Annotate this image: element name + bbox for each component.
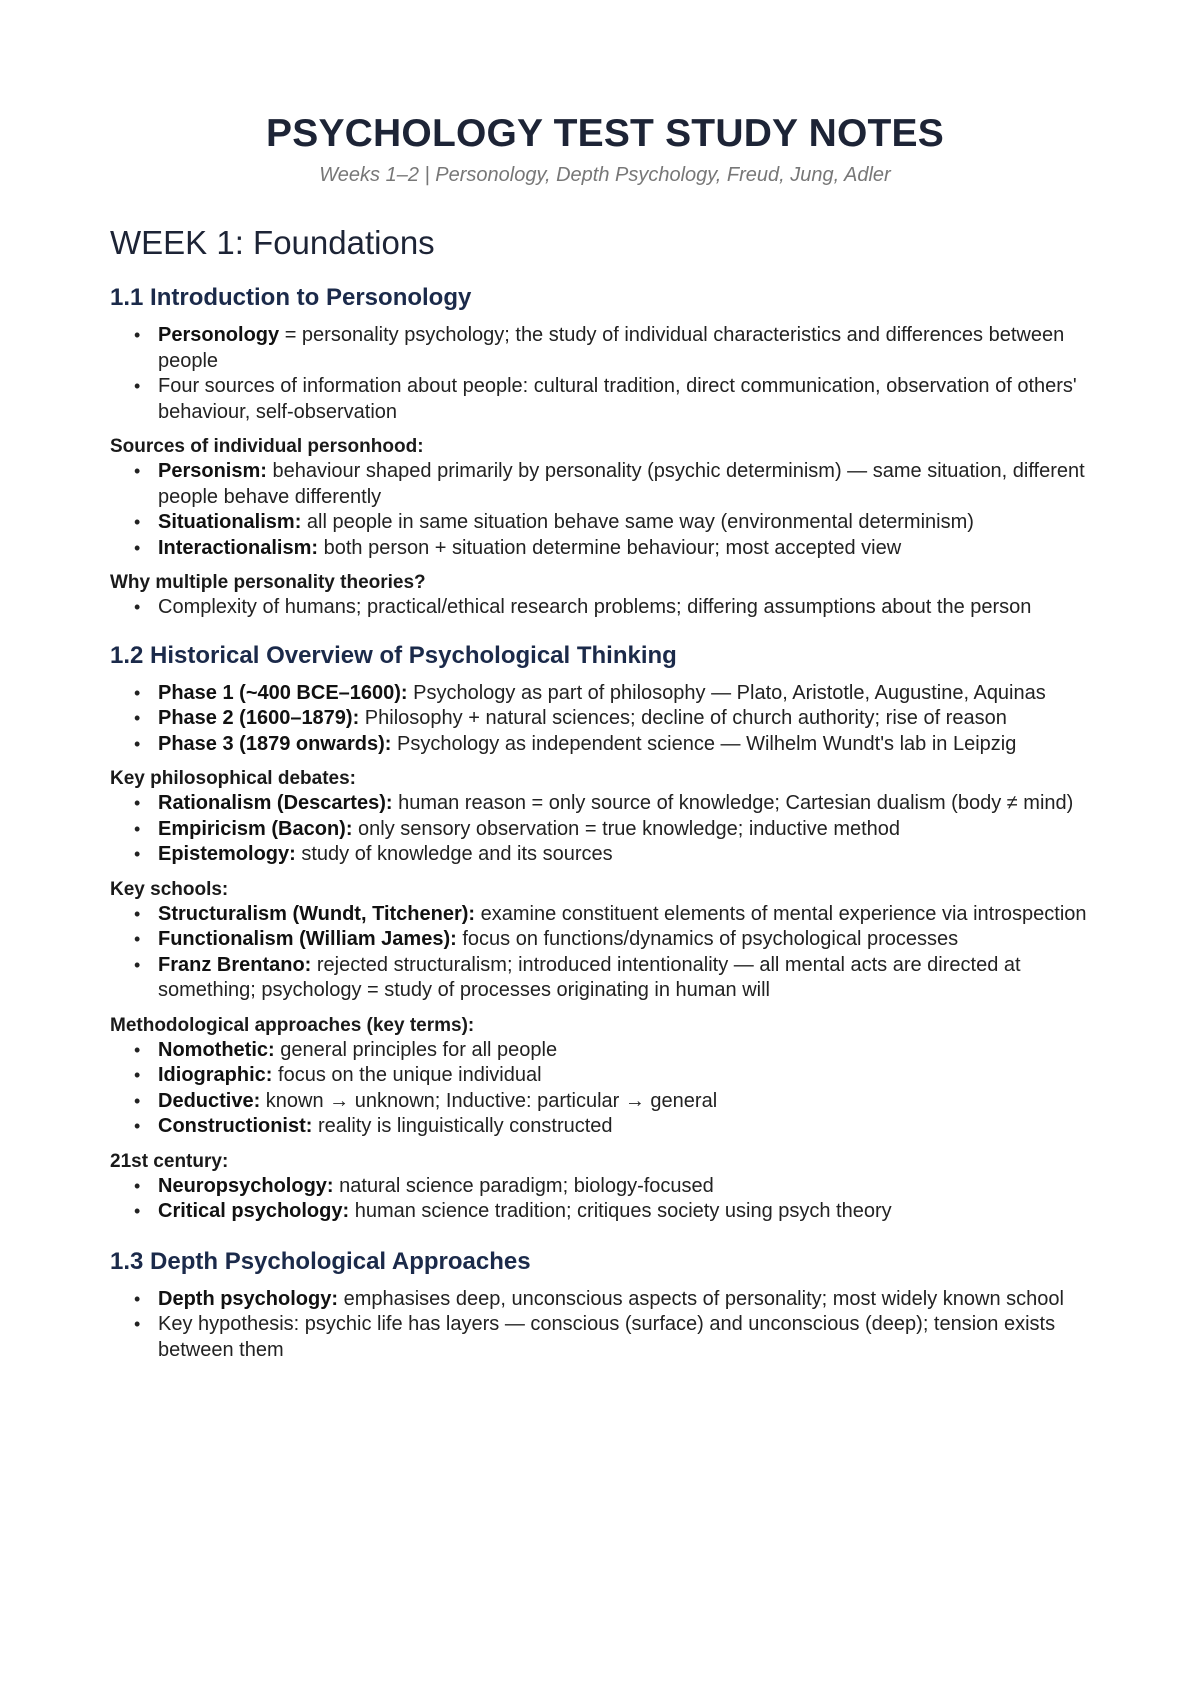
term-label: Situationalism: (158, 511, 302, 533)
term-label: Rationalism (Descartes): (158, 792, 393, 814)
methods-heading: Methodological approaches (key terms): (110, 1014, 475, 1036)
item-text: focus on the unique individual (272, 1064, 542, 1086)
list-item (158, 842, 1100, 868)
term-label: Constructionist: (158, 1115, 313, 1137)
term-label: Phase 1 (~400 BCE–1600): (158, 681, 408, 704)
list-item (158, 1199, 1100, 1225)
item-text: Psychology as independent science — Wilhelm Wundt's lab in Leipzig (391, 732, 1017, 755)
list-item (158, 1114, 1100, 1140)
item-text: Key hypothesis: psychic life has layers — conscious (surface) and unconscious (deep); tension exists between them (158, 1313, 1056, 1361)
century-heading: 21st century: (110, 1150, 229, 1172)
item-text: both person + situation determine behaviour; most accepted view (318, 536, 902, 559)
sources-list (110, 459, 1100, 561)
item-text: human science tradition; critiques society using psych theory (349, 1200, 892, 1222)
term-label: Franz Brentano: (158, 953, 312, 976)
item-text: Philosophy + natural sciences; decline of church authority; rise of reason (359, 707, 1007, 729)
list-item (158, 732, 1100, 758)
item-text: all people in same situation behave same way (environmental determinism) (301, 511, 974, 533)
term-label: Personism: (158, 460, 267, 482)
list-item (158, 1063, 1100, 1089)
sources-heading: Sources of individual personhood: (110, 436, 424, 457)
item-text: emphasises deep, unconscious aspects of personality; most widely known school (338, 1287, 1064, 1310)
term-label: Personology (158, 324, 280, 346)
section-1-2-heading: 1.2 Historical Overview of Psychological Thinking (110, 641, 677, 669)
term-label: Functionalism (William James): (158, 928, 457, 950)
list-item (158, 791, 1100, 817)
list-item (158, 1038, 1100, 1064)
term-label: Phase 3 (1879 onwards): (158, 732, 392, 755)
list-item (158, 323, 1100, 374)
week-1-heading: WEEK 1: Foundations (110, 224, 435, 261)
item-text: Complexity of humans; practical/ethical research problems; differing assumptions about the person (158, 596, 1032, 618)
phases-list (110, 681, 1100, 758)
list-item (158, 817, 1100, 843)
list-item (158, 1174, 1100, 1200)
term-label: Deductive: (158, 1089, 261, 1112)
personology-intro-list (110, 323, 1100, 425)
term-label: Structuralism (Wundt, Titchener): (158, 902, 476, 925)
term-label: Neuropsychology: (158, 1174, 334, 1197)
list-item (158, 706, 1100, 732)
item-text: general principles for all people (274, 1038, 558, 1061)
why-theories-list (110, 595, 1100, 621)
list-item (158, 595, 1100, 621)
item-text: focus on functions/dynamics of psychological processes (456, 928, 959, 950)
list-item (158, 510, 1100, 536)
item-text: reality is linguistically constructed (312, 1115, 613, 1137)
item-text: known → unknown; Inductive: particular → general (260, 1089, 718, 1112)
debates-list (110, 791, 1100, 868)
debates-heading: Key philosophical debates: (110, 768, 356, 789)
depth-psychology-list (110, 1287, 1100, 1364)
list-item (158, 1089, 1100, 1115)
list-item (158, 927, 1100, 953)
item-text: study of knowledge and its sources (295, 843, 613, 865)
term-label: Phase 2 (1600–1879): (158, 707, 360, 729)
term-label: Nomothetic: (158, 1038, 275, 1061)
item-text: behaviour shaped primarily by personality (psychic determinism) — same situation, different people behave differently (158, 460, 1085, 508)
item-text: human reason = only source of knowledge; Cartesian dualism (body ≠ mind) (392, 792, 1074, 814)
item-text: rejected structuralism; introduced intentionality — all mental acts are directed at something; psychology = study of processes originating in human will (158, 953, 1021, 1001)
item-text: Psychology as part of philosophy — Plato, Aristotle, Augustine, Aquinas (407, 681, 1046, 704)
list-item (158, 536, 1100, 562)
schools-list (110, 902, 1100, 1004)
why-theories-heading: Why multiple personality theories? (110, 572, 426, 593)
term-label: Epistemology: (158, 843, 296, 865)
page-content (110, 110, 1100, 1363)
section-1-3-heading: 1.3 Depth Psychological Approaches (110, 1247, 531, 1275)
document-title: PSYCHOLOGY TEST STUDY NOTES (266, 112, 944, 155)
century-list (110, 1174, 1100, 1225)
section-1-1-heading: 1.1 Introduction to Personology (110, 284, 472, 311)
item-text: Four sources of information about people: cultural tradition, direct communication, observation of others' behaviour, self-observation (158, 375, 1077, 423)
list-item (158, 1287, 1100, 1313)
schools-heading: Key schools: (110, 878, 229, 900)
term-label: Critical psychology: (158, 1200, 350, 1222)
list-item (158, 459, 1100, 510)
item-text: = personality psychology; the study of individual characteristics and differences between people (158, 324, 1065, 372)
methods-list (110, 1038, 1100, 1140)
term-label: Empiricism (Bacon): (158, 817, 353, 840)
list-item (158, 374, 1100, 425)
item-text: only sensory observation = true knowledge; inductive method (352, 817, 901, 840)
list-item (158, 953, 1100, 1004)
item-text: natural science paradigm; biology-focused (333, 1174, 714, 1197)
list-item (158, 902, 1100, 928)
document-subtitle: Weeks 1–2 | Personology, Depth Psychology, Freud, Jung, Adler (319, 164, 891, 186)
item-text: examine constituent elements of mental experience via introspection (475, 902, 1087, 925)
list-item (158, 681, 1100, 707)
term-label: Depth psychology: (158, 1287, 339, 1310)
term-label: Interactionalism: (158, 536, 319, 559)
term-label: Idiographic: (158, 1064, 273, 1086)
list-item (158, 1312, 1100, 1363)
